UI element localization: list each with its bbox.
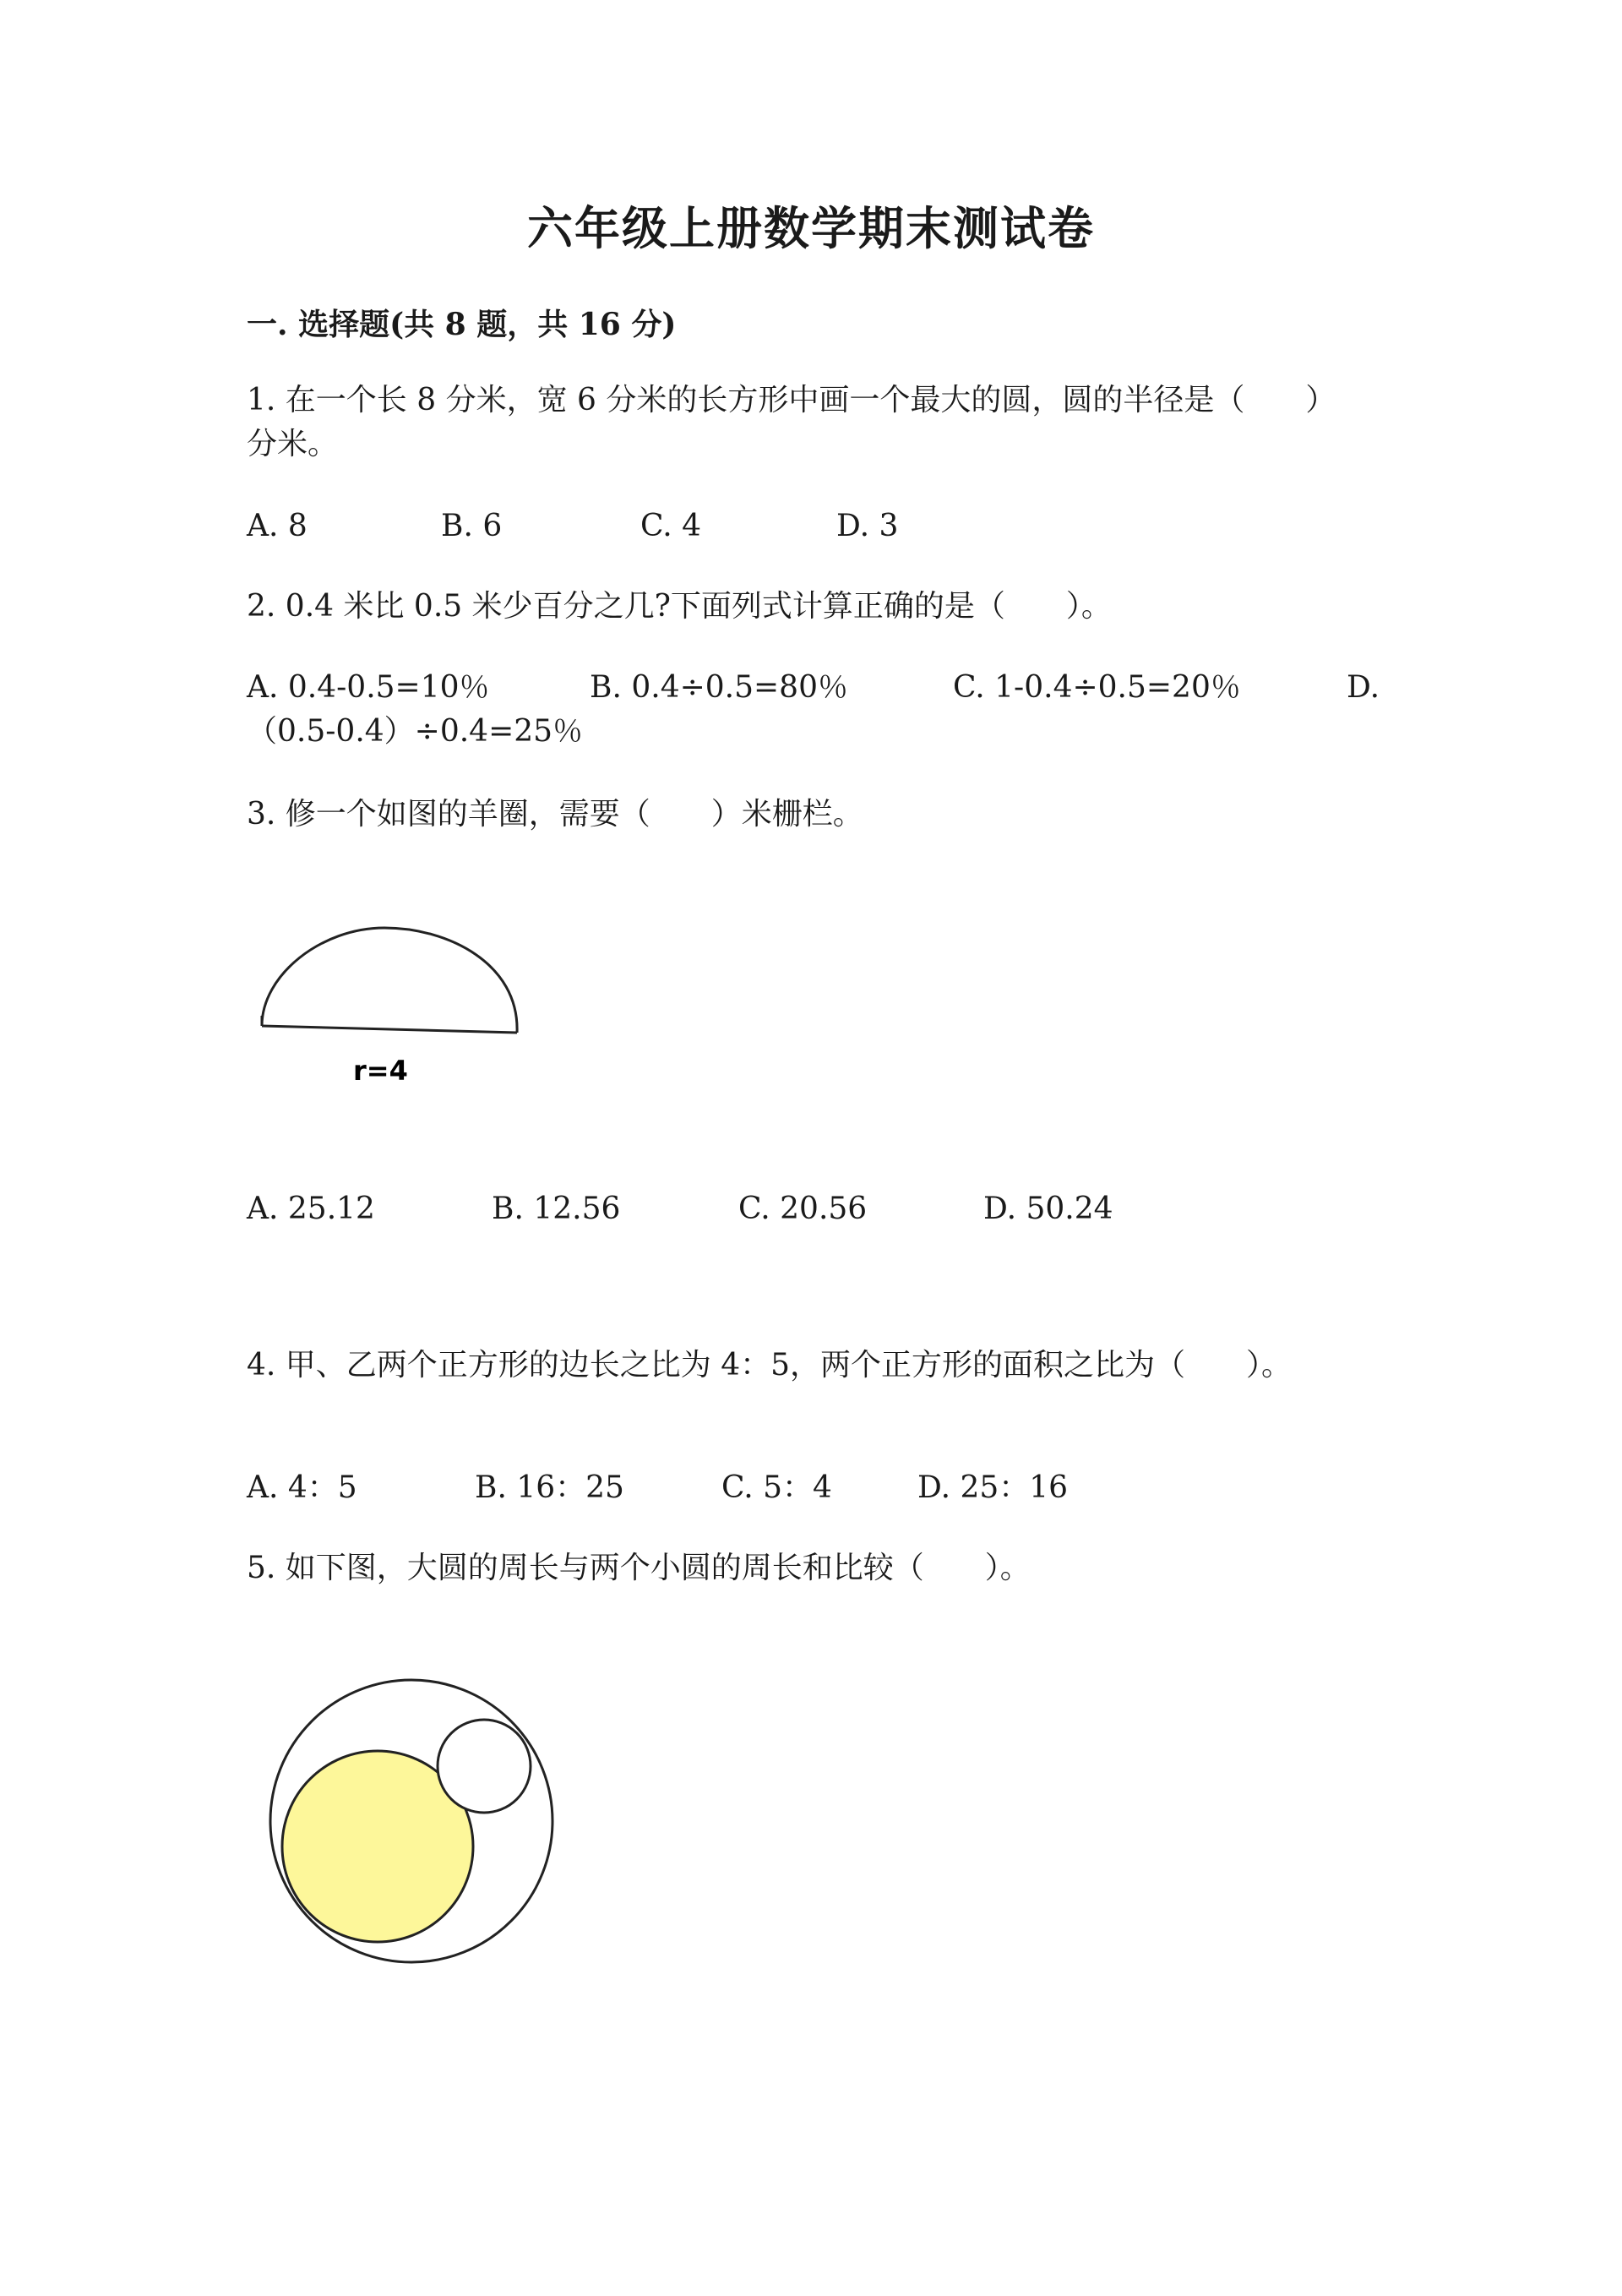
q1-option-b[interactable]: B. 6 <box>441 509 503 543</box>
radius-label: r=4 <box>353 1055 408 1087</box>
q2-option-d[interactable]: D. <box>1347 670 1380 705</box>
circles-figure <box>253 1673 574 1977</box>
question-1-line-1: 1. 在一个长 8 分米，宽 6 分米的长方形中画一个最大的圆，圆的半径是（ ） <box>247 383 1336 417</box>
question-2: 2. 0.4 米比 0.5 米少百分之几?下面列式计算正确的是（ ）。 <box>247 589 1112 624</box>
q4-option-c[interactable]: C. 5：4 <box>721 1470 832 1505</box>
semicircle-pen-figure <box>245 904 532 1099</box>
q2-option-a[interactable]: A. 0.4-0.5=10％ <box>247 670 490 705</box>
q4-option-a[interactable]: A. 4：5 <box>247 1470 357 1505</box>
semicircle-diameter <box>262 1026 517 1033</box>
q2-option-b[interactable]: B. 0.4÷0.5=80％ <box>590 670 848 705</box>
q1-option-d[interactable]: D. 3 <box>836 509 899 543</box>
q4-option-d[interactable]: D. 25：16 <box>917 1470 1069 1505</box>
q1-option-a[interactable]: A. 8 <box>247 509 308 543</box>
q4-option-b[interactable]: B. 16：25 <box>475 1470 624 1505</box>
question-5: 5. 如下图，大圆的周长与两个小圆的周长和比较（ ）。 <box>247 1551 1031 1585</box>
q2-option-c[interactable]: C. 1-0.4÷0.5=20％ <box>953 670 1241 705</box>
small-circle-white <box>438 1720 531 1813</box>
page-title: 六年级上册数学期末测试卷 <box>527 201 1095 255</box>
q3-option-c[interactable]: C. 20.56 <box>738 1192 868 1226</box>
semicircle-arc <box>262 928 517 1033</box>
question-4: 4. 甲、乙两个正方形的边长之比为 4：5，两个正方形的面积之比为（ ）。 <box>247 1348 1293 1383</box>
q1-option-c[interactable]: C. 4 <box>640 509 702 543</box>
question-1 <box>247 379 1379 466</box>
q2-option-d-formula: （0.5-0.4）÷0.4=25％ <box>247 714 584 749</box>
q3-option-b[interactable]: B. 12.56 <box>492 1192 621 1226</box>
question-3: 3. 修一个如图的羊圈，需要（ ）米栅栏。 <box>247 797 863 832</box>
q3-option-d[interactable]: D. 50.24 <box>983 1192 1113 1226</box>
section-heading: 一. 选择题(共 8 题，共 16 分) <box>247 307 677 342</box>
question-1-line-2: 分米。 <box>247 427 339 461</box>
q3-option-a[interactable]: A. 25.12 <box>247 1192 375 1226</box>
